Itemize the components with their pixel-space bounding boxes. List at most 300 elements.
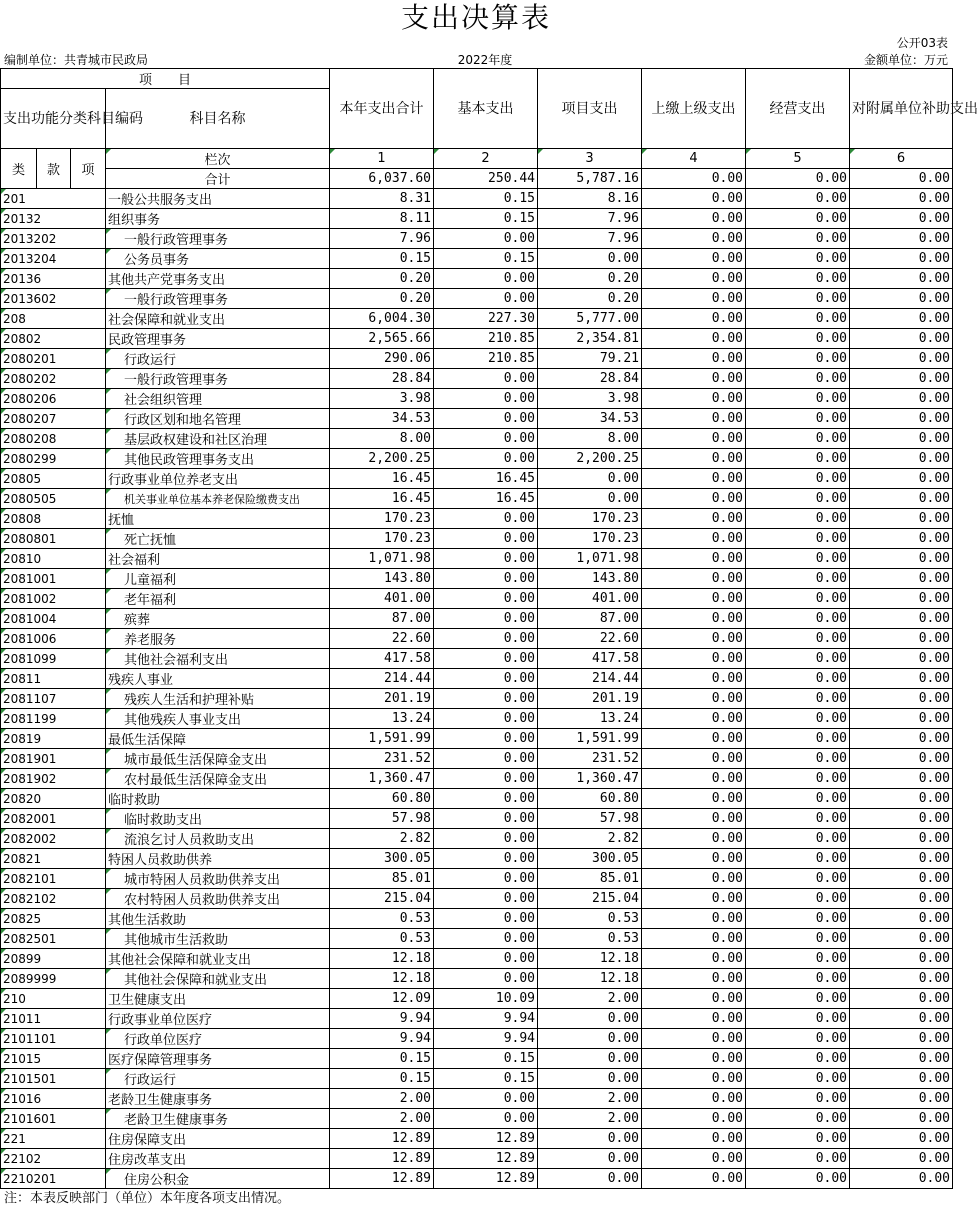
row-upper: 0.00: [642, 429, 746, 449]
row-subsidy: 0.00: [850, 869, 953, 889]
row-project: 0.00: [538, 489, 642, 509]
row-subsidy: 0.00: [850, 909, 953, 929]
row-project: 13.24: [538, 709, 642, 729]
header-col-upper: 上缴上级支出: [642, 69, 746, 149]
row-subsidy: 0.00: [850, 529, 953, 549]
row-project: 7.96: [538, 229, 642, 249]
table-row: [1, 969, 953, 989]
row-upper: 0.00: [642, 849, 746, 869]
row-business: 0.00: [746, 389, 850, 409]
header-name-col: 科目名称: [106, 89, 330, 149]
row-name: 民政管理事务: [106, 329, 330, 349]
row-total: 143.80: [330, 569, 434, 589]
row-name: 其他生活救助: [106, 909, 330, 929]
row-name: 行政单位医疗: [106, 1029, 330, 1049]
row-basic: 0.00: [434, 629, 538, 649]
row-project: 0.00: [538, 1169, 642, 1189]
row-name: 临时救助支出: [106, 809, 330, 829]
row-subsidy: 0.00: [850, 309, 953, 329]
row-subsidy: 0.00: [850, 1169, 953, 1189]
row-total: 0.20: [330, 289, 434, 309]
row-name: 行政区划和地名管理: [106, 409, 330, 429]
row-business: 0.00: [746, 1049, 850, 1069]
row-code: 2080207: [1, 409, 106, 429]
row-upper: 0.00: [642, 909, 746, 929]
header-item: 项 目: [1, 69, 330, 89]
row-code: 2080505: [1, 489, 106, 509]
row-total: 12.89: [330, 1169, 434, 1189]
row-name: 其他残疾人事业支出: [106, 709, 330, 729]
total-v5: 0.00: [746, 169, 850, 189]
total-row: [1, 169, 953, 189]
table-row: [1, 229, 953, 249]
row-project: 0.00: [538, 469, 642, 489]
row-upper: 0.00: [642, 469, 746, 489]
row-total: 8.31: [330, 189, 434, 209]
row-total: 0.20: [330, 269, 434, 289]
row-name: 行政运行: [106, 349, 330, 369]
row-upper: 0.00: [642, 389, 746, 409]
row-total: 300.05: [330, 849, 434, 869]
row-code: 2080801: [1, 529, 106, 549]
row-name: 儿童福利: [106, 569, 330, 589]
row-basic: 0.00: [434, 589, 538, 609]
row-upper: 0.00: [642, 329, 746, 349]
table-row: [1, 1169, 953, 1189]
row-project: 0.53: [538, 909, 642, 929]
footnote: 注：本表反映部门（单位）本年度各项支出情况。: [4, 1191, 291, 1206]
row-basic: 210.85: [434, 349, 538, 369]
row-subsidy: 0.00: [850, 889, 953, 909]
header-lanci: 栏次: [106, 149, 330, 169]
row-upper: 0.00: [642, 529, 746, 549]
row-basic: 0.00: [434, 889, 538, 909]
row-project: 28.84: [538, 369, 642, 389]
table-row: [1, 629, 953, 649]
row-code: 201: [1, 189, 106, 209]
row-code: 2080202: [1, 369, 106, 389]
row-total: 87.00: [330, 609, 434, 629]
row-basic: 0.00: [434, 829, 538, 849]
row-project: 0.00: [538, 1009, 642, 1029]
row-business: 0.00: [746, 189, 850, 209]
header-code-col: 支出功能分类科目编码: [1, 89, 106, 149]
row-subsidy: 0.00: [850, 549, 953, 569]
row-name: 行政事业单位养老支出: [106, 469, 330, 489]
row-upper: 0.00: [642, 689, 746, 709]
row-business: 0.00: [746, 589, 850, 609]
row-project: 12.18: [538, 969, 642, 989]
row-total: 6,004.30: [330, 309, 434, 329]
table-row: [1, 209, 953, 229]
row-total: 12.18: [330, 969, 434, 989]
header-col-project: 项目支出: [538, 69, 642, 149]
row-project: 2,354.81: [538, 329, 642, 349]
row-code: 22102: [1, 1149, 106, 1169]
row-business: 0.00: [746, 809, 850, 829]
row-business: 0.00: [746, 209, 850, 229]
row-business: 0.00: [746, 869, 850, 889]
row-project: 85.01: [538, 869, 642, 889]
row-business: 0.00: [746, 1129, 850, 1149]
header-col-subsidy: 对附属单位补助支出: [850, 69, 953, 149]
row-basic: 0.00: [434, 689, 538, 709]
row-business: 0.00: [746, 849, 850, 869]
table-row: [1, 449, 953, 469]
row-subsidy: 0.00: [850, 489, 953, 509]
row-subsidy: 0.00: [850, 1149, 953, 1169]
row-upper: 0.00: [642, 949, 746, 969]
row-project: 0.53: [538, 929, 642, 949]
row-code: 2210201: [1, 1169, 106, 1189]
row-upper: 0.00: [642, 1129, 746, 1149]
row-total: 12.89: [330, 1129, 434, 1149]
row-name: 机关事业单位基本养老保险缴费支出: [106, 489, 330, 509]
row-upper: 0.00: [642, 589, 746, 609]
row-project: 0.00: [538, 1149, 642, 1169]
col-number-3: 3: [538, 149, 642, 169]
row-subsidy: 0.00: [850, 469, 953, 489]
total-v3: 5,787.16: [538, 169, 642, 189]
table-row: [1, 1009, 953, 1029]
table-row: [1, 589, 953, 609]
row-basic: 0.00: [434, 789, 538, 809]
row-code: 20805: [1, 469, 106, 489]
row-upper: 0.00: [642, 889, 746, 909]
row-subsidy: 0.00: [850, 449, 953, 469]
row-project: 2.00: [538, 1089, 642, 1109]
row-project: 214.44: [538, 669, 642, 689]
row-basic: 0.00: [434, 869, 538, 889]
row-code: 2082002: [1, 829, 106, 849]
table-row: [1, 569, 953, 589]
row-code: 2082501: [1, 929, 106, 949]
row-upper: 0.00: [642, 629, 746, 649]
row-basic: 0.00: [434, 909, 538, 929]
row-name: 其他城市生活救助: [106, 929, 330, 949]
row-basic: 0.00: [434, 669, 538, 689]
header-xiang: 项: [71, 149, 106, 189]
row-name: 其他共产党事务支出: [106, 269, 330, 289]
table-row: [1, 269, 953, 289]
row-basic: 0.00: [434, 229, 538, 249]
row-total: 12.89: [330, 1149, 434, 1169]
row-upper: 0.00: [642, 769, 746, 789]
row-business: 0.00: [746, 1009, 850, 1029]
row-upper: 0.00: [642, 929, 746, 949]
row-code: 20819: [1, 729, 106, 749]
header-col-total: 本年支出合计: [330, 69, 434, 149]
row-name: 住房改革支出: [106, 1149, 330, 1169]
row-basic: 0.00: [434, 609, 538, 629]
row-code: 2081107: [1, 689, 106, 709]
row-name: 特困人员救助供养: [106, 849, 330, 869]
row-code: 2101601: [1, 1109, 106, 1129]
row-name: 行政事业单位医疗: [106, 1009, 330, 1029]
row-code: 208: [1, 309, 106, 329]
row-subsidy: 0.00: [850, 809, 953, 829]
row-basic: 16.45: [434, 489, 538, 509]
row-upper: 0.00: [642, 749, 746, 769]
row-project: 7.96: [538, 209, 642, 229]
row-project: 0.00: [538, 1129, 642, 1149]
row-basic: 0.00: [434, 289, 538, 309]
row-business: 0.00: [746, 309, 850, 329]
row-subsidy: 0.00: [850, 249, 953, 269]
row-name: 殡葬: [106, 609, 330, 629]
row-name: 一般行政管理事务: [106, 229, 330, 249]
row-name: 农村最低生活保障金支出: [106, 769, 330, 789]
row-project: 170.23: [538, 529, 642, 549]
row-basic: 0.00: [434, 709, 538, 729]
table-row: [1, 529, 953, 549]
header-col-business: 经营支出: [746, 69, 850, 149]
row-upper: 0.00: [642, 1109, 746, 1129]
row-upper: 0.00: [642, 1169, 746, 1189]
table-row: [1, 429, 953, 449]
row-upper: 0.00: [642, 369, 746, 389]
row-code: 2082102: [1, 889, 106, 909]
row-code: 21016: [1, 1089, 106, 1109]
table-row: [1, 549, 953, 569]
row-project: 300.05: [538, 849, 642, 869]
row-total: 0.53: [330, 929, 434, 949]
row-project: 1,071.98: [538, 549, 642, 569]
row-name: 社会福利: [106, 549, 330, 569]
row-subsidy: 0.00: [850, 289, 953, 309]
row-subsidy: 0.00: [850, 1049, 953, 1069]
row-basic: 12.89: [434, 1129, 538, 1149]
row-code: 221: [1, 1129, 106, 1149]
row-project: 0.00: [538, 1049, 642, 1069]
row-business: 0.00: [746, 349, 850, 369]
row-business: 0.00: [746, 549, 850, 569]
row-code: 2081902: [1, 769, 106, 789]
row-upper: 0.00: [642, 249, 746, 269]
row-name: 其他民政管理事务支出: [106, 449, 330, 469]
row-subsidy: 0.00: [850, 409, 953, 429]
row-total: 22.60: [330, 629, 434, 649]
row-upper: 0.00: [642, 1009, 746, 1029]
row-project: 0.00: [538, 1069, 642, 1089]
row-basic: 0.00: [434, 949, 538, 969]
row-name: 最低生活保障: [106, 729, 330, 749]
row-subsidy: 0.00: [850, 949, 953, 969]
row-project: 170.23: [538, 509, 642, 529]
table-row: [1, 649, 953, 669]
row-name: 流浪乞讨人员救助支出: [106, 829, 330, 849]
table-row: [1, 609, 953, 629]
table-row: [1, 1149, 953, 1169]
row-business: 0.00: [746, 929, 850, 949]
table-row: [1, 949, 953, 969]
row-name: 老年福利: [106, 589, 330, 609]
row-code: 2082001: [1, 809, 106, 829]
col-number-1: 1: [330, 149, 434, 169]
row-subsidy: 0.00: [850, 369, 953, 389]
row-project: 417.58: [538, 649, 642, 669]
row-project: 2,200.25: [538, 449, 642, 469]
row-project: 231.52: [538, 749, 642, 769]
row-basic: 9.94: [434, 1029, 538, 1049]
row-name: 一般公共服务支出: [106, 189, 330, 209]
row-business: 0.00: [746, 1149, 850, 1169]
row-subsidy: 0.00: [850, 509, 953, 529]
row-total: 201.19: [330, 689, 434, 709]
row-code: 20802: [1, 329, 106, 349]
row-basic: 0.00: [434, 649, 538, 669]
row-name: 住房公积金: [106, 1169, 330, 1189]
page-title: 支出决算表: [400, 1, 551, 34]
row-name: 城市特困人员救助供养支出: [106, 869, 330, 889]
row-code: 2101101: [1, 1029, 106, 1049]
row-business: 0.00: [746, 469, 850, 489]
row-business: 0.00: [746, 889, 850, 909]
table-row: [1, 769, 953, 789]
row-total: 0.15: [330, 1049, 434, 1069]
row-project: 215.04: [538, 889, 642, 909]
row-basic: 0.00: [434, 809, 538, 829]
row-project: 1,360.47: [538, 769, 642, 789]
row-name: 一般行政管理事务: [106, 289, 330, 309]
row-upper: 0.00: [642, 409, 746, 429]
row-name: 老龄卫生健康事务: [106, 1109, 330, 1129]
row-business: 0.00: [746, 489, 850, 509]
row-name: 残疾人事业: [106, 669, 330, 689]
row-upper: 0.00: [642, 1069, 746, 1089]
row-project: 0.20: [538, 269, 642, 289]
row-total: 0.15: [330, 249, 434, 269]
row-basic: 210.85: [434, 329, 538, 349]
row-total: 215.04: [330, 889, 434, 909]
row-project: 87.00: [538, 609, 642, 629]
row-basic: 16.45: [434, 469, 538, 489]
row-basic: 0.15: [434, 249, 538, 269]
row-upper: 0.00: [642, 289, 746, 309]
row-business: 0.00: [746, 989, 850, 1009]
row-total: 1,360.47: [330, 769, 434, 789]
table-row: [1, 509, 953, 529]
row-name: 公务员事务: [106, 249, 330, 269]
row-total: 170.23: [330, 529, 434, 549]
row-business: 0.00: [746, 369, 850, 389]
row-name: 卫生健康支出: [106, 989, 330, 1009]
expenditure-table: [0, 68, 978, 1189]
row-subsidy: 0.00: [850, 389, 953, 409]
row-business: 0.00: [746, 429, 850, 449]
row-code: 20821: [1, 849, 106, 869]
row-total: 8.11: [330, 209, 434, 229]
total-v2: 250.44: [434, 169, 538, 189]
row-basic: 9.94: [434, 1009, 538, 1029]
table-row: [1, 989, 953, 1009]
row-business: 0.00: [746, 269, 850, 289]
row-business: 0.00: [746, 689, 850, 709]
row-code: 2080208: [1, 429, 106, 449]
table-row: [1, 929, 953, 949]
row-upper: 0.00: [642, 509, 746, 529]
table-row: [1, 1069, 953, 1089]
row-business: 0.00: [746, 1069, 850, 1089]
row-code: 2082101: [1, 869, 106, 889]
row-code: 2089999: [1, 969, 106, 989]
row-upper: 0.00: [642, 489, 746, 509]
row-basic: 0.00: [434, 729, 538, 749]
row-code: 2081901: [1, 749, 106, 769]
row-business: 0.00: [746, 709, 850, 729]
row-business: 0.00: [746, 789, 850, 809]
row-code: 20136: [1, 269, 106, 289]
row-project: 12.18: [538, 949, 642, 969]
row-upper: 0.00: [642, 1049, 746, 1069]
money-unit: 金额单位：万元: [863, 53, 948, 67]
row-business: 0.00: [746, 249, 850, 269]
row-upper: 0.00: [642, 609, 746, 629]
row-subsidy: 0.00: [850, 709, 953, 729]
row-business: 0.00: [746, 769, 850, 789]
row-subsidy: 0.00: [850, 829, 953, 849]
row-code: 210: [1, 989, 106, 1009]
row-business: 0.00: [746, 1109, 850, 1129]
row-total: 170.23: [330, 509, 434, 529]
row-subsidy: 0.00: [850, 269, 953, 289]
row-subsidy: 0.00: [850, 569, 953, 589]
row-basic: 0.15: [434, 189, 538, 209]
row-total: 417.58: [330, 649, 434, 669]
row-business: 0.00: [746, 1089, 850, 1109]
row-total: 85.01: [330, 869, 434, 889]
row-subsidy: 0.00: [850, 1089, 953, 1109]
row-project: 3.98: [538, 389, 642, 409]
table-row: [1, 1049, 953, 1069]
row-basic: 0.00: [434, 449, 538, 469]
table-row: [1, 309, 953, 329]
table-row: [1, 709, 953, 729]
total-v1: 6,037.60: [330, 169, 434, 189]
row-subsidy: 0.00: [850, 1129, 953, 1149]
row-code: 2081006: [1, 629, 106, 649]
form-number: 公开03表: [896, 36, 948, 50]
row-business: 0.00: [746, 229, 850, 249]
row-upper: 0.00: [642, 449, 746, 469]
row-project: 2.82: [538, 829, 642, 849]
row-basic: 0.15: [434, 1069, 538, 1089]
row-subsidy: 0.00: [850, 1069, 953, 1089]
row-business: 0.00: [746, 569, 850, 589]
row-business: 0.00: [746, 669, 850, 689]
row-upper: 0.00: [642, 789, 746, 809]
table-row: [1, 349, 953, 369]
row-name: 老龄卫生健康事务: [106, 1089, 330, 1109]
row-code: 2101501: [1, 1069, 106, 1089]
row-basic: 0.15: [434, 209, 538, 229]
row-basic: 0.00: [434, 769, 538, 789]
table-row: [1, 889, 953, 909]
row-subsidy: 0.00: [850, 329, 953, 349]
row-project: 0.00: [538, 1029, 642, 1049]
row-total: 401.00: [330, 589, 434, 609]
row-code: 2080299: [1, 449, 106, 469]
row-name: 一般行政管理事务: [106, 369, 330, 389]
row-name: 社会保障和就业支出: [106, 309, 330, 329]
row-total: 1,591.99: [330, 729, 434, 749]
row-code: 20899: [1, 949, 106, 969]
row-total: 231.52: [330, 749, 434, 769]
row-subsidy: 0.00: [850, 989, 953, 1009]
row-business: 0.00: [746, 509, 850, 529]
row-upper: 0.00: [642, 729, 746, 749]
table-row: [1, 789, 953, 809]
